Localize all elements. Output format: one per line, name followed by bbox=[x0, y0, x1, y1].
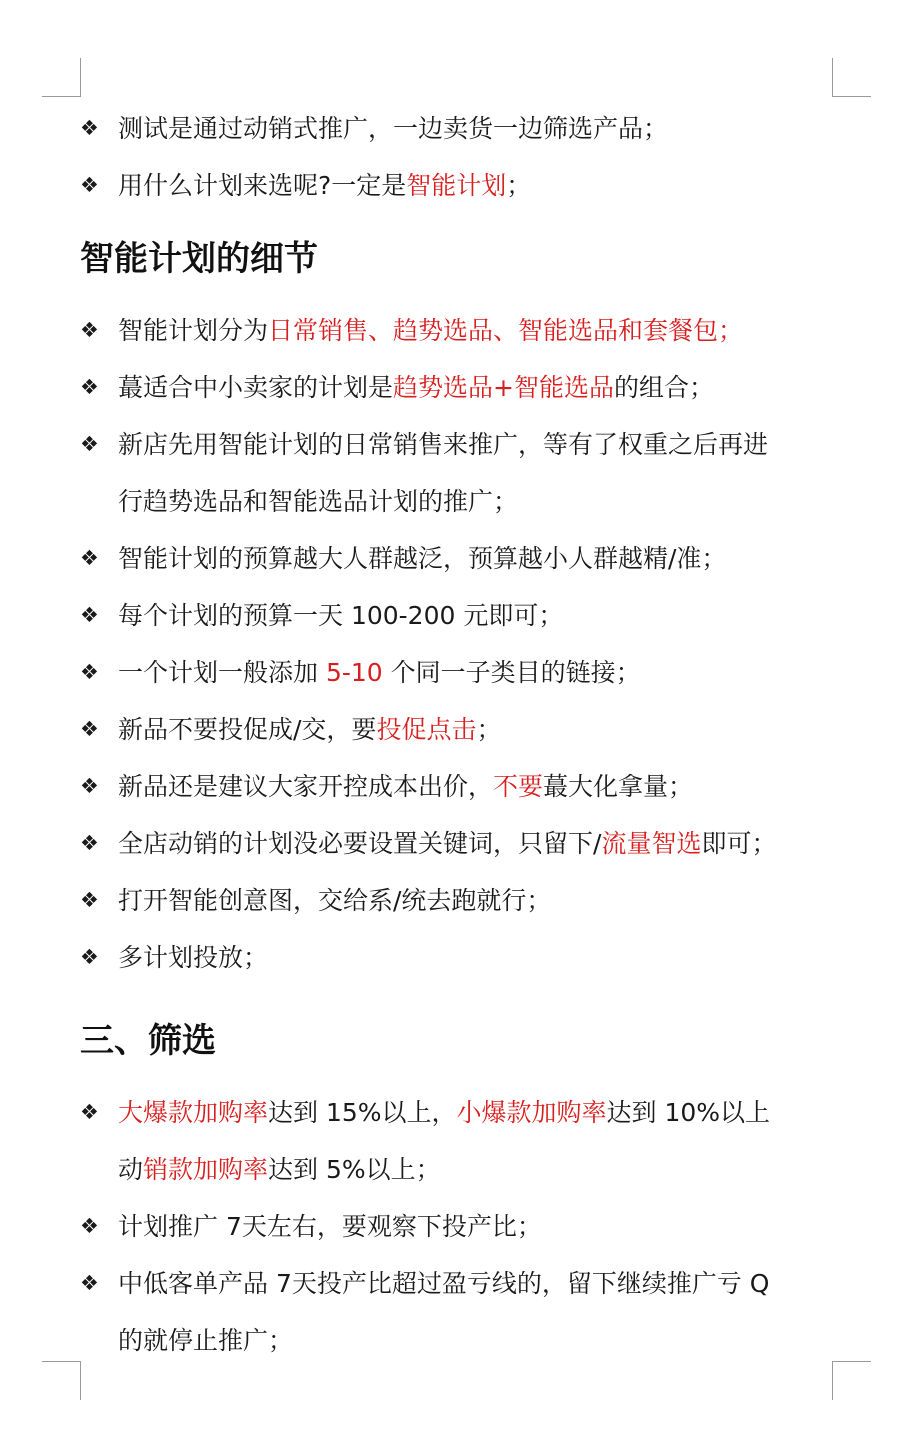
highlighted-text: 大爆款加购率 bbox=[118, 1098, 269, 1127]
diamond-bullet-icon: ❖ bbox=[80, 375, 99, 399]
list-item-text bbox=[118, 157, 840, 214]
text-segment: 用什么计划来选呢?一定是 bbox=[118, 171, 407, 200]
diamond-bullet-icon: ❖ bbox=[80, 603, 99, 627]
text-line bbox=[118, 701, 840, 758]
list-item-text bbox=[118, 644, 840, 701]
text-segment: 行趋势选品和智能选品计划的推广； bbox=[118, 487, 519, 516]
list-item-text bbox=[118, 530, 840, 587]
diamond-bullet-icon: ❖ bbox=[80, 717, 99, 741]
list-item bbox=[80, 644, 840, 701]
diamond-bullet-icon: ❖ bbox=[80, 1271, 99, 1295]
highlighted-text: 流量智选 bbox=[601, 829, 702, 858]
list-item-text bbox=[118, 1084, 840, 1198]
list-item bbox=[80, 701, 840, 758]
crop-mark-top-left bbox=[42, 58, 81, 97]
text-segment: 达到 10%以上 bbox=[606, 1098, 771, 1127]
list-item-text bbox=[118, 815, 840, 872]
intro-list bbox=[80, 100, 840, 214]
highlighted-text: 趋势选品+智能选品 bbox=[393, 373, 614, 402]
text-segment: 即可； bbox=[701, 829, 777, 858]
list-item-text bbox=[118, 416, 840, 530]
text-segment: 蕞大化拿量； bbox=[543, 772, 694, 801]
highlighted-text: 日常销售、趋势选品、智能选品和套餐包； bbox=[268, 316, 744, 345]
list-item bbox=[80, 530, 840, 587]
diamond-bullet-icon: ❖ bbox=[80, 888, 99, 912]
list-item-text bbox=[118, 758, 840, 815]
text-line bbox=[118, 758, 840, 815]
text-line bbox=[118, 302, 840, 359]
list-item bbox=[80, 302, 840, 359]
smart-plan-details-list bbox=[80, 302, 840, 986]
text-line bbox=[118, 100, 840, 157]
section-heading-screening: 三、筛选 bbox=[80, 1021, 216, 1061]
list-item bbox=[80, 157, 840, 214]
text-line bbox=[118, 815, 840, 872]
list-item bbox=[80, 587, 840, 644]
text-line bbox=[118, 1084, 840, 1141]
list-item bbox=[80, 359, 840, 416]
list-item-text bbox=[118, 587, 840, 644]
diamond-bullet-icon: ❖ bbox=[80, 432, 99, 456]
text-segment: 多计划投放； bbox=[118, 943, 269, 972]
diamond-bullet-icon: ❖ bbox=[80, 660, 99, 684]
document-body bbox=[80, 100, 840, 1369]
diamond-bullet-icon: ❖ bbox=[80, 1100, 99, 1124]
text-segment: 中低客单产品 7天投产比超过盈亏线的，留下继续推广亏 Q bbox=[118, 1269, 770, 1298]
text-line bbox=[118, 416, 840, 473]
list-item-text bbox=[118, 1255, 840, 1369]
list-item bbox=[80, 872, 840, 929]
text-segment: 计划推广 7天左右，要观察下投产比； bbox=[118, 1212, 542, 1241]
text-segment: 打开智能创意图，交给系/统去跑就行； bbox=[118, 886, 552, 915]
text-segment: 的就停止推广； bbox=[118, 1326, 294, 1355]
list-item bbox=[80, 929, 840, 986]
list-item-text bbox=[118, 872, 840, 929]
text-segment: 蕞适合中小卖家的计划是 bbox=[118, 373, 394, 402]
list-item bbox=[80, 1084, 840, 1198]
list-item bbox=[80, 758, 840, 815]
text-line bbox=[118, 1255, 840, 1312]
highlighted-text: 小爆款加购率 bbox=[456, 1098, 607, 1127]
list-item-text bbox=[118, 100, 840, 157]
list-item bbox=[80, 1198, 840, 1255]
text-line bbox=[118, 1198, 840, 1255]
text-line bbox=[118, 359, 840, 416]
list-item-text bbox=[118, 701, 840, 758]
text-segment: 达到 5%以上； bbox=[268, 1155, 441, 1184]
diamond-bullet-icon: ❖ bbox=[80, 945, 99, 969]
highlighted-text: 投促点击 bbox=[376, 715, 477, 744]
text-line bbox=[118, 587, 840, 644]
list-item bbox=[80, 815, 840, 872]
diamond-bullet-icon: ❖ bbox=[80, 318, 99, 342]
text-segment: 动 bbox=[118, 1155, 144, 1184]
text-line bbox=[118, 929, 840, 986]
crop-mark-bottom-left bbox=[42, 1361, 81, 1400]
diamond-bullet-icon: ❖ bbox=[80, 546, 99, 570]
diamond-bullet-icon: ❖ bbox=[80, 173, 99, 197]
text-segment: 测试是通过动销式推广，一边卖货一边筛选产品； bbox=[118, 114, 669, 143]
list-item bbox=[80, 416, 840, 530]
text-segment: 新品不要投促成/交，要 bbox=[118, 715, 377, 744]
highlighted-text: 不要 bbox=[493, 772, 544, 801]
text-segment: 智能计划的预算越大人群越泛，预算越小人群越精/准； bbox=[118, 544, 727, 573]
text-segment: 新店先用智能计划的日常销售来推广，等有了权重之后再进 bbox=[118, 430, 769, 459]
text-line-continuation bbox=[118, 473, 840, 530]
list-item bbox=[80, 100, 840, 157]
diamond-bullet-icon: ❖ bbox=[80, 1214, 99, 1238]
highlighted-text: 销款加购率 bbox=[143, 1155, 269, 1184]
text-segment: 智能计划分为 bbox=[118, 316, 269, 345]
text-segment: ； bbox=[506, 171, 532, 200]
diamond-bullet-icon: ❖ bbox=[80, 831, 99, 855]
text-line bbox=[118, 530, 840, 587]
list-item-text bbox=[118, 359, 840, 416]
list-item-text bbox=[118, 1198, 840, 1255]
text-segment: 全店动销的计划没必要设置关键词，只留下/ bbox=[118, 829, 602, 858]
list-item-text bbox=[118, 302, 840, 359]
text-segment: 的组合； bbox=[613, 373, 714, 402]
screening-list bbox=[80, 1084, 840, 1369]
text-line bbox=[118, 157, 840, 214]
section-heading-smart-plan-details: 智能计划的细节 bbox=[80, 239, 318, 279]
text-line-continuation bbox=[118, 1141, 840, 1198]
text-line bbox=[118, 644, 840, 701]
list-item bbox=[80, 1255, 840, 1369]
text-line bbox=[118, 872, 840, 929]
diamond-bullet-icon: ❖ bbox=[80, 774, 99, 798]
text-segment: 一个计划一般添加 bbox=[118, 658, 326, 687]
text-line-continuation bbox=[118, 1312, 840, 1369]
highlighted-text: 5-10 bbox=[325, 658, 383, 687]
highlighted-text: 智能计划 bbox=[406, 171, 507, 200]
diamond-bullet-icon: ❖ bbox=[80, 116, 99, 140]
text-segment: 每个计划的预算一天 100-200 元即可； bbox=[118, 601, 564, 630]
crop-mark-top-right bbox=[832, 58, 871, 97]
list-item-text bbox=[118, 929, 840, 986]
text-segment: 达到 15%以上， bbox=[268, 1098, 457, 1127]
text-segment: 新品还是建议大家开控成本出价， bbox=[118, 772, 494, 801]
text-segment: 个同一子类目的链接； bbox=[382, 658, 641, 687]
text-segment: ； bbox=[476, 715, 502, 744]
